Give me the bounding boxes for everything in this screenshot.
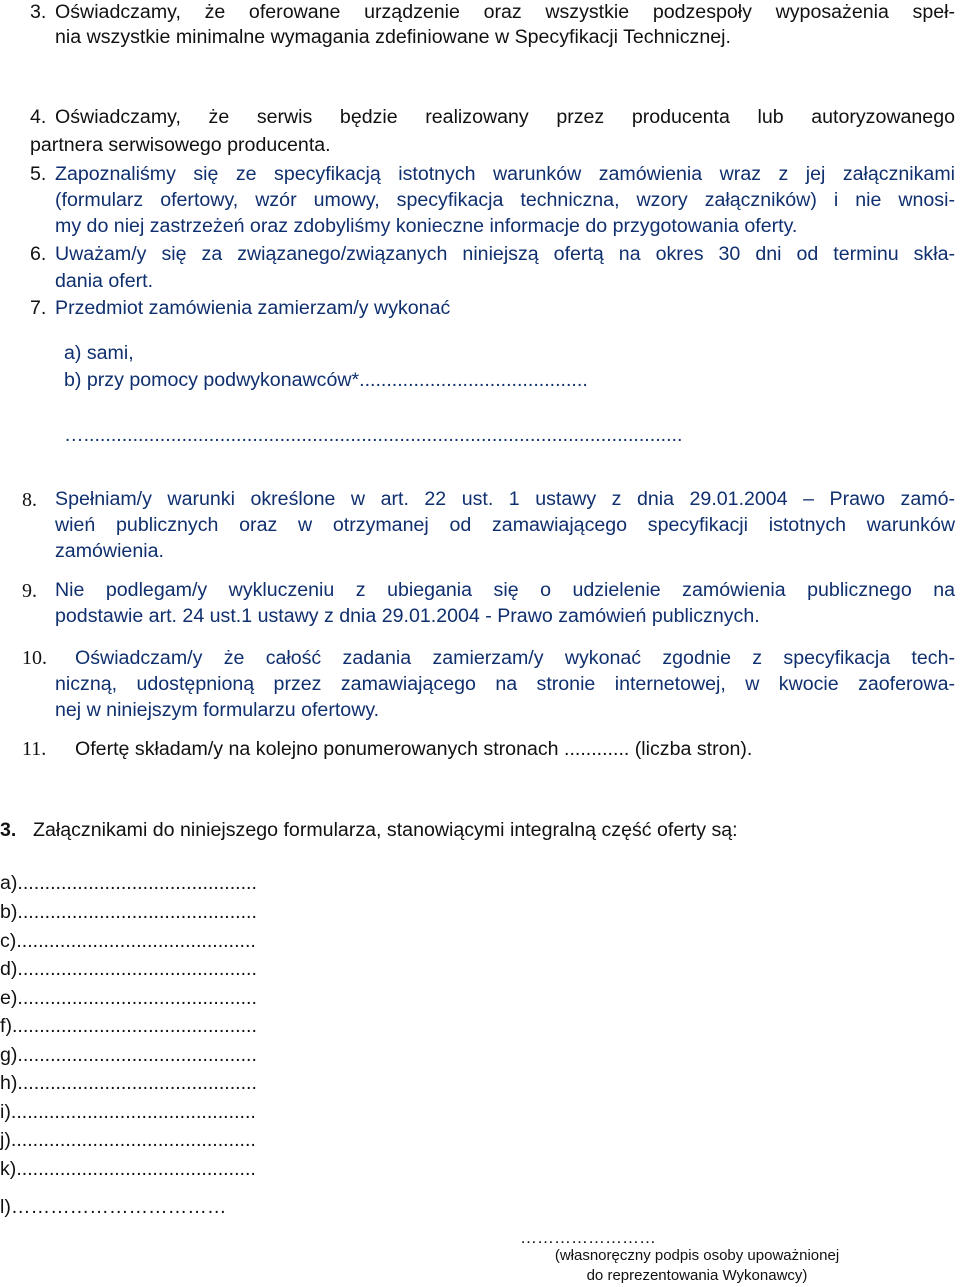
item-9-number: 9.	[22, 580, 37, 602]
item-4-line-2: partnera serwisowego producenta.	[30, 134, 331, 156]
item-8-line-3: zamówienia.	[55, 540, 164, 562]
item-3-line-1: Oświadczamy, że oferowane urządzenie oraz wszystkie podzespoły wyposażenia speł-	[55, 1, 955, 23]
item-9-line-1: Nie podlegam/y wykluczeniu z ubiegania się o udzielenie zamówienia publicznego na	[55, 579, 955, 601]
attachment-d: d)............................................	[0, 958, 257, 980]
item-7-line-1: Przedmiot zamówienia zamierzam/y wykonać	[55, 297, 451, 319]
item-9-line-2: podstawie art. 24 ust.1 ustawy z dnia 29.01.2004 - Prawo zamówień publicznych.	[55, 605, 760, 627]
item-11-line-1: Ofertę składam/y na kolejno ponumerowanych stronach ............ (liczba stron).	[75, 738, 753, 760]
item-4-number: 4.	[30, 106, 47, 128]
item-5-line-1: Zapoznaliśmy się ze specyfikacją istotnych warunków zamówienia wraz z jej załącznikami	[55, 163, 955, 185]
item-6-number: 6.	[30, 243, 47, 265]
attachment-c: c)............................................	[0, 930, 256, 952]
item-8-line-1: Spełniam/y warunki określone w art. 22 ust. 1 ustawy z dnia 29.01.2004 – Prawo zamó-	[55, 488, 955, 510]
option-b: b) przy pomocy podwykonawców*..........................................	[64, 369, 588, 391]
attachment-j: j).............................................	[0, 1129, 256, 1151]
attachment-b: b)............................................	[0, 901, 257, 923]
item-10-line-2: niczną, udostępnioną przez zamawiającego na stronie internetowej, w kwocie zaoferowa-	[55, 673, 955, 695]
item-6-line-2: dania ofert.	[55, 270, 154, 292]
item-5-line-3: my do niej zastrzeżeń oraz zdobyliśmy konieczne informacje do przygotowania oferty.	[55, 215, 798, 237]
signature-caption-line-2: do reprezentowania Wykonawcy)	[586, 1267, 808, 1284]
item-10-line-3: nej w niniejszym formularzu ofertowy.	[55, 699, 380, 721]
option-continuation: …..............................................................................................................	[64, 424, 683, 446]
item-7-number: 7.	[30, 297, 47, 319]
section-3-heading: Załącznikami do niniejszego formularza, stanowiącymi integralną część oferty są:	[33, 819, 738, 841]
item-3-number: 3.	[30, 1, 47, 23]
signature-dots: ……………………	[520, 1228, 656, 1247]
item-4-line-1: Oświadczamy, że serwis będzie realizowany przez producenta lub autoryzowanego	[55, 106, 955, 128]
attachment-h: h)............................................	[0, 1072, 257, 1094]
item-8-number: 8.	[22, 489, 37, 511]
item-3-line-2: nia wszystkie minimalne wymagania zdefiniowane w Specyfikacji Technicznej.	[55, 26, 731, 48]
item-10-number: 10.	[22, 647, 47, 669]
attachment-l: l)……………………………	[0, 1196, 227, 1218]
item-8-line-2: wień publicznych oraz w otrzymanej od zamawiającego specyfikacji istotnych warunków	[55, 514, 955, 536]
attachment-e: e)............................................	[0, 987, 257, 1009]
attachment-g: g)............................................	[0, 1044, 257, 1066]
attachment-a: a)............................................	[0, 872, 257, 894]
item-6-line-1: Uważam/y się za związanego/związanych niniejszą ofertą na okres 30 dni od terminu skła-	[55, 243, 955, 265]
section-3-number: 3.	[0, 819, 17, 841]
item-11-number: 11.	[22, 738, 47, 760]
item-5-line-2: (formularz ofertowy, wzór umowy, specyfikacja techniczna, wzory załączników) i nie wnosi-	[55, 189, 955, 211]
attachment-f: f).............................................	[0, 1015, 257, 1037]
signature-caption-line-1: (własnoręczny podpis osoby upoważnionej	[554, 1247, 840, 1264]
attachment-i: i).............................................	[0, 1101, 256, 1123]
attachment-k: k)............................................	[0, 1158, 256, 1180]
item-5-number: 5.	[30, 163, 47, 185]
option-a: a) sami,	[64, 342, 134, 364]
item-10-line-1: Oświadczam/y że całość zadania zamierzam/y wykonać zgodnie z specyfikacja tech-	[75, 647, 955, 669]
